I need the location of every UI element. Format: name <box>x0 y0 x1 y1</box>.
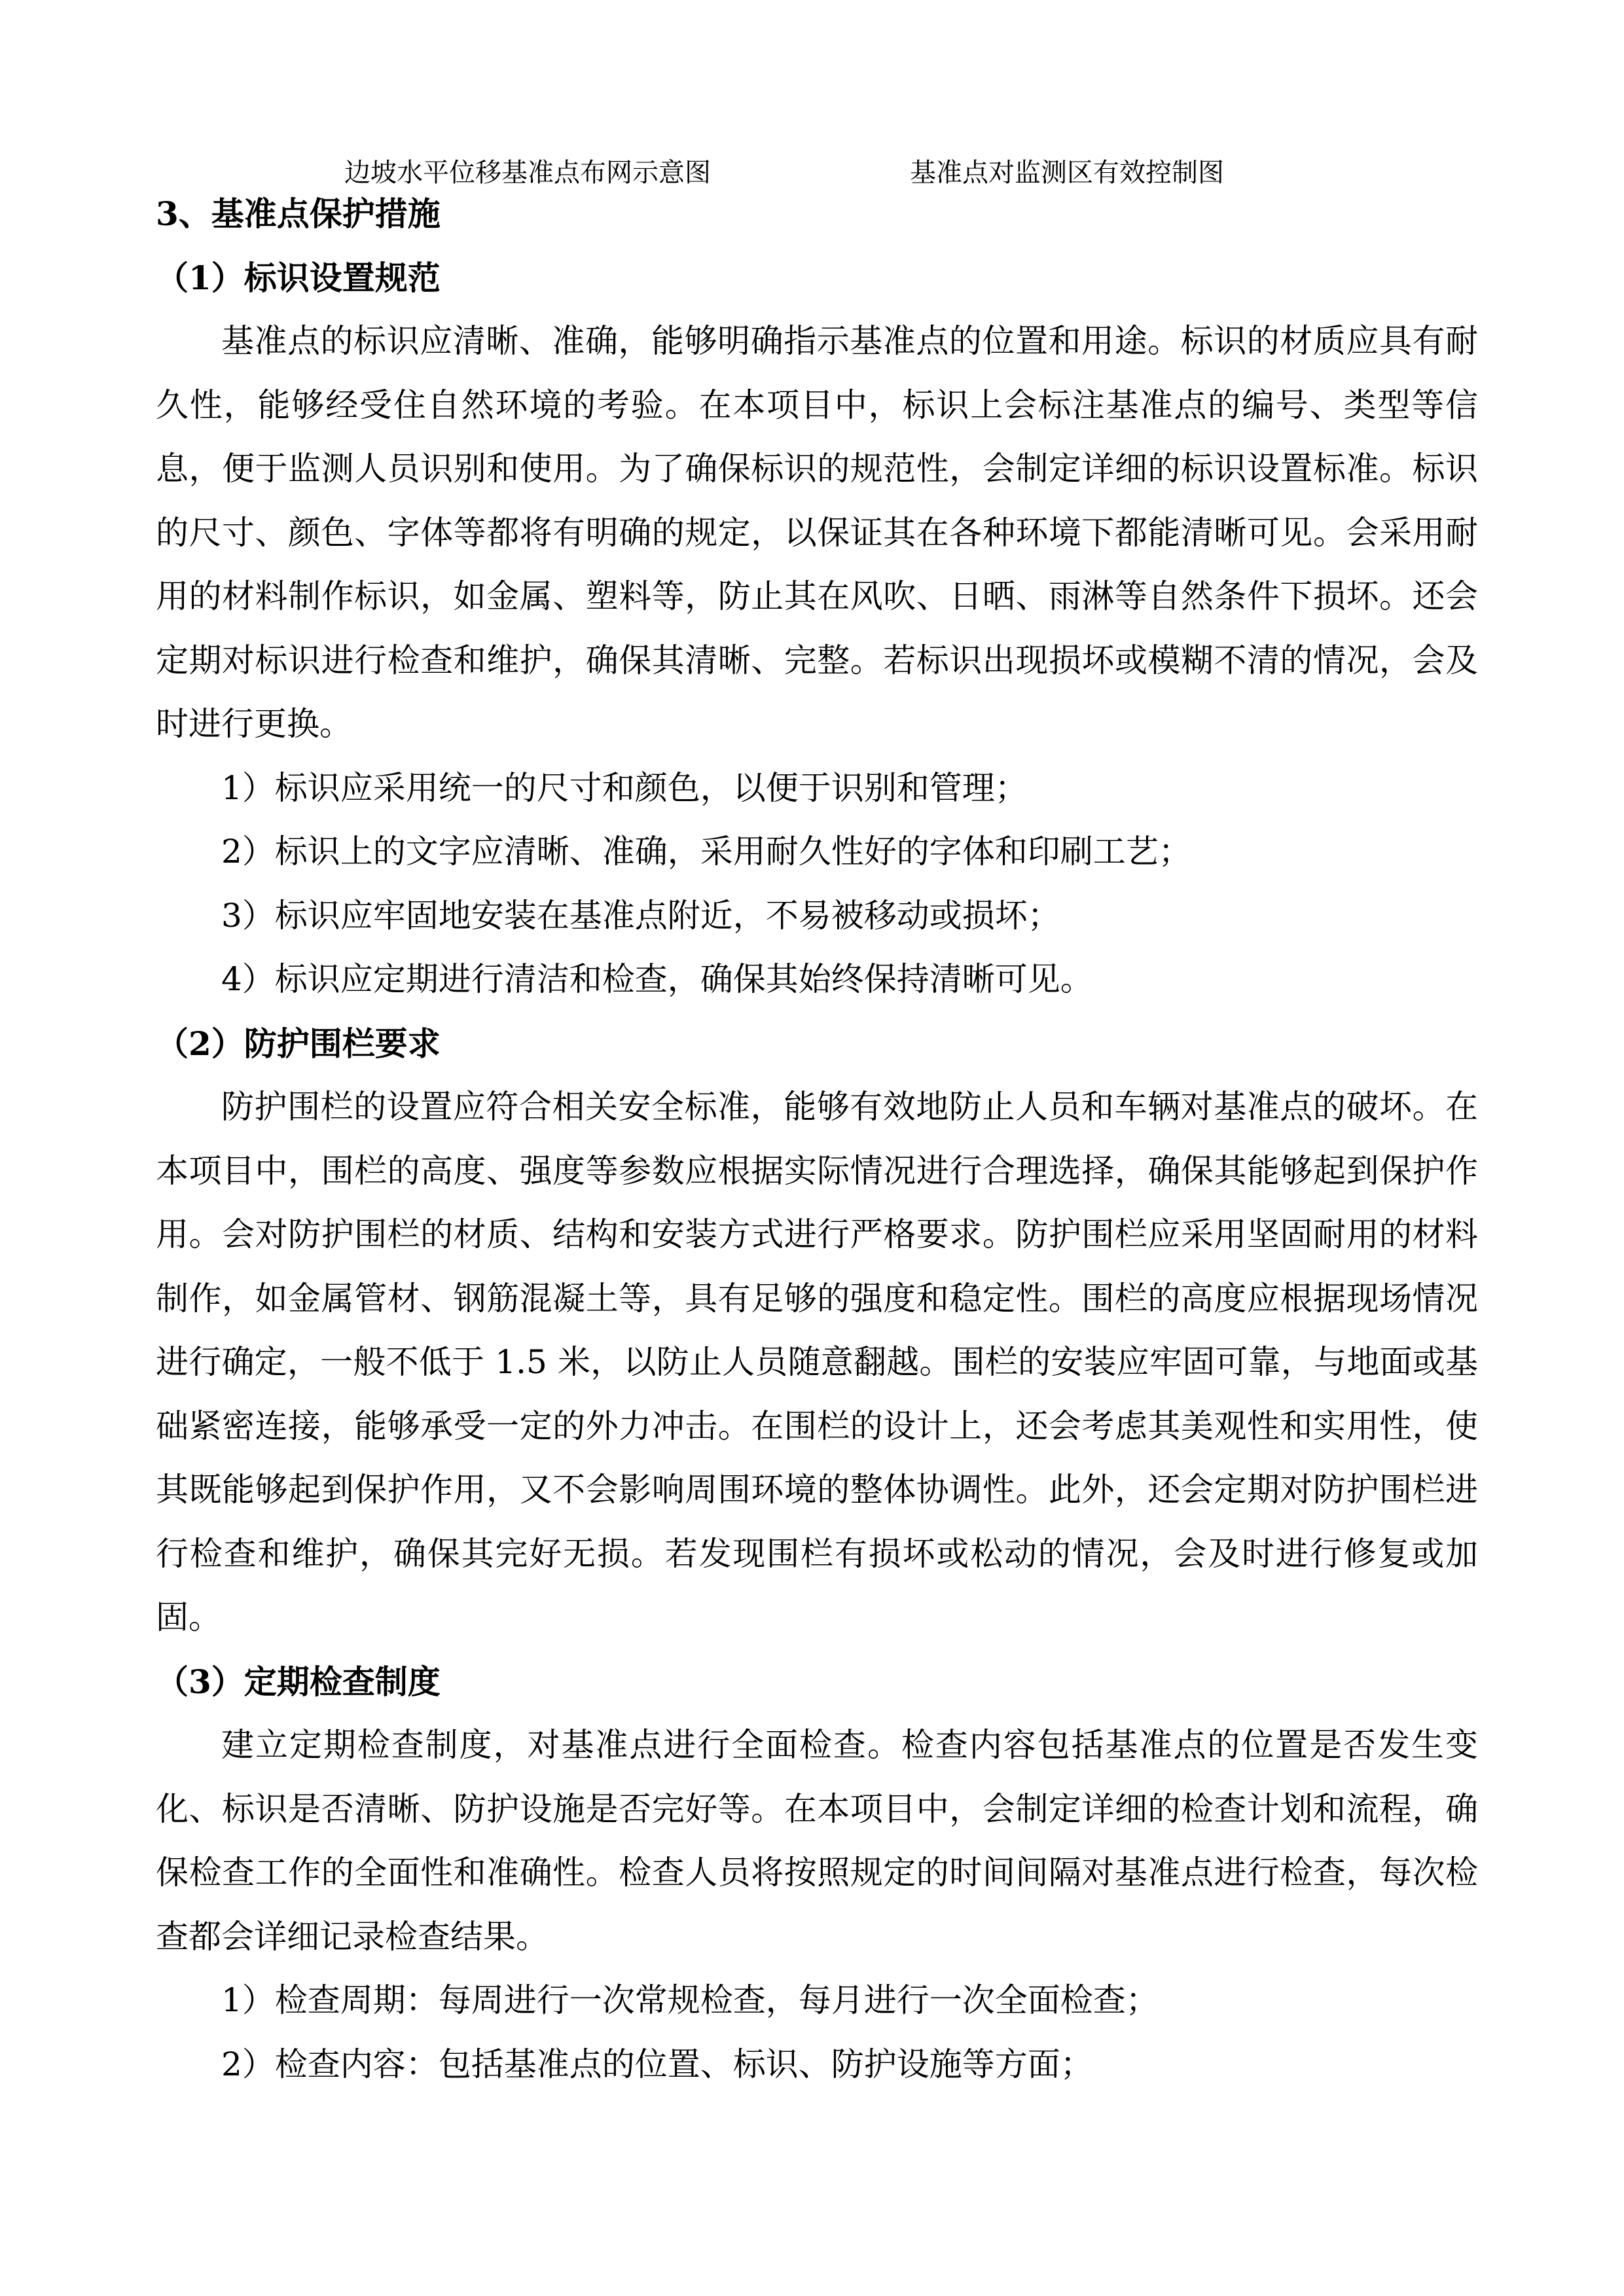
paragraph-1: 基准点的标识应清晰、准确，能够明确指示基准点的位置和用途。标识的材质应具有耐久性，能够经受住自然环境的考验。在本项目中，标识上会标注基准点的编号、类型等信息，便于监测人员识别和使用。为了确保标识的规范性，会制定详细的标识设置标准。标识的尺寸、颜色、字体等都将有明确的规定，以保证其在各种环境下都能清晰可见。会采用耐用的材料制作标识，如金属、塑料等，防止其在风吹、日晒、雨淋等自然条件下损坏。还会定期对标识进行检查和维护，确保其清晰、完整。若标识出现损坏或模糊不清的情况，会及时进行更换。 <box>156 322 1478 743</box>
subsection-heading-1: （1）标识设置规范 <box>156 258 441 297</box>
figure-caption-right: 基准点对监测区有效控制图 <box>910 158 1224 188</box>
figure-caption-left: 边坡水平位移基准点布网示意图 <box>344 158 711 188</box>
list-item: 1）标识应采用统一的尺寸和颜色，以便于识别和管理； <box>221 768 1028 807</box>
list-item: 3）标识应牢固地安装在基准点附近，不易被移动或损坏； <box>221 896 1060 935</box>
list-item: 2）检查内容：包括基准点的位置、标识、防护设施等方面； <box>221 2045 1093 2083</box>
list-item: 2）标识上的文字应清晰、准确，采用耐久性好的字体和印刷工艺； <box>221 833 1191 870</box>
document-body <box>156 182 1478 2096</box>
list-item: 1）检查周期：每周进行一次常规检查，每月进行一次全面检查； <box>221 1981 1159 2019</box>
list-item: 4）标识应定期进行清洁和检查，确保其始终保持清晰可见。 <box>221 960 1093 998</box>
paragraph-2: 防护围栏的设置应符合相关安全标准，能够有效地防止人员和车辆对基准点的破坏。在本项目中，围栏的高度、强度等参数应根据实际情况进行合理选择，确保其能够起到保护作用。会对防护围栏的材质、结构和安装方式进行严格要求。防护围栏应采用坚固耐用的材料制作，如金属管材、钢筋混凝土等，具有足够的强度和稳定性。围栏的高度应根据现场情况进行确定，一般不低于 1.5 米，以防止人员随意翻越。围栏的安装应牢固可靠，与地面或基础紧密连接，能够承受一定的外力冲击。在围栏的设计上，还会考虑其美观性和实用性，使其既能够起到保护作用，又不会影响周围环境的整体协调性。此外，还会定期对防护围栏进行检查和维护，确保其完好无损。若发现围栏有损坏或松动的情况，会及时进行修复或加固。 <box>156 1088 1478 1636</box>
paragraph-3: 建立定期检查制度，对基准点进行全面检查。检查内容包括基准点的位置是否发生变化、标识是否清晰、防护设施是否完好等。在本项目中，会制定详细的检查计划和流程，确保检查工作的全面性和准确性。检查人员将按照规定的时间间隔对基准点进行检查，每次检查都会详细记录检查结果。 <box>156 1726 1478 1956</box>
section-heading: 3、基准点保护措施 <box>156 194 441 233</box>
subsection-heading-2: （2）防护围栏要求 <box>156 1024 441 1063</box>
subsection-heading-3: （3）定期检查制度 <box>156 1662 441 1701</box>
